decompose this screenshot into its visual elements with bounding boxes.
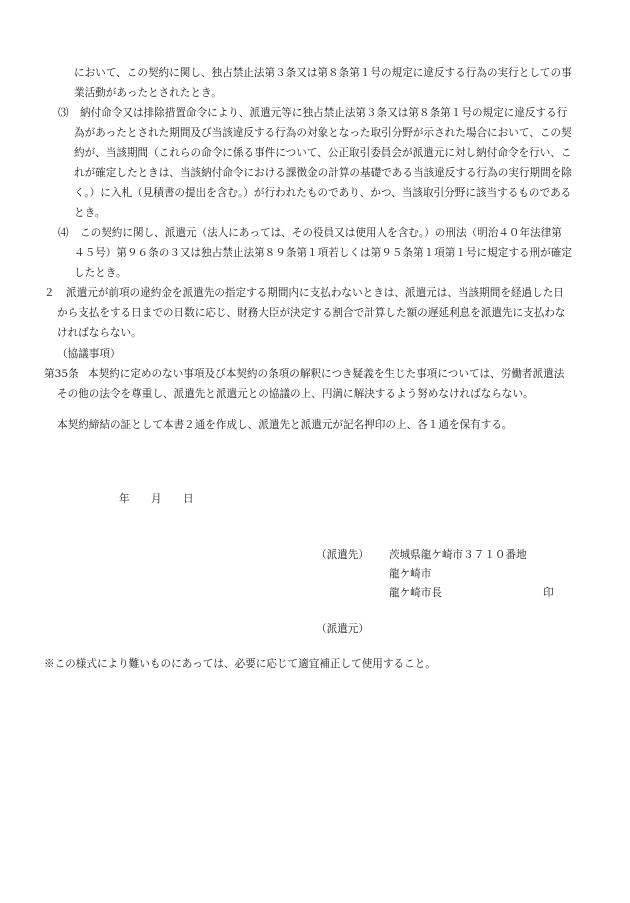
article-35-line-1: 本契約に定めのない事項及び本契約の条項の解釈につき疑義を生じた事項については、労働者派遣法 bbox=[88, 368, 565, 380]
form-usage-note: ※この様式により難いものにあっては、必要に応じて適宜補正して使用すること。 bbox=[44, 658, 436, 670]
item-continuation-line-2: 業活動があったとされたとき。 bbox=[74, 87, 222, 99]
article-35-number: 第35条 bbox=[44, 368, 79, 380]
article-35-line-2: その他の法令を尊重し、派遣先と派遣元との協議の上、円満に解決するよう努めなければならない。 bbox=[57, 388, 534, 400]
item-3-line-5: く。）に入札（見積書の提出を含む。）が行われたものであり、かつ、当該取引分野に該当するものである bbox=[74, 187, 572, 199]
dispatch-destination-organization: 龍ケ崎市 bbox=[389, 568, 432, 580]
seal-mark: 印 bbox=[543, 587, 554, 599]
article-35-heading: （協議事項） bbox=[57, 348, 121, 360]
item-3-line-3: 約が、当該期間（これらの命令に係る事件について、公正取引委員会が派遣元に対し納付命令を行い、こ bbox=[74, 147, 572, 159]
date-month: 月 bbox=[151, 493, 162, 505]
dispatch-source-label: （派遣元） bbox=[316, 623, 369, 635]
paragraph-2-line-3: ければならない。 bbox=[57, 327, 142, 339]
date-year: 年 bbox=[119, 493, 130, 505]
dispatch-destination-label: （派遣先） bbox=[316, 549, 369, 561]
item-4-line-3: したとき。 bbox=[74, 267, 127, 279]
paragraph-2-line-1: 派遣元が前項の違約金を派遣先の指定する期間内に支払わないときは、派遣元は、当該期間を経過した日 bbox=[66, 287, 564, 299]
item-3-line-2: 為があったとされた期間及び当該違反する行為の対象となった取引分野が示された場合において、この契 bbox=[74, 127, 572, 139]
dispatch-destination-address: 茨城県龍ケ崎市３７１０番地 bbox=[389, 549, 527, 561]
item-3-line-4: れが確定したときは、当該納付命令における課徴金の計算の基礎である当該違反する行為の実行期間を除 bbox=[74, 167, 572, 179]
item-3-line-6: とき。 bbox=[74, 207, 106, 219]
date-day: 日 bbox=[183, 493, 194, 505]
item-3-line-1: 納付命令又は排除措置命令により、派遣元等に独占禁止法第３条又は第８条第１号の規定に違反する行 bbox=[80, 107, 568, 119]
closing-statement: 本契約締結の証として本書２通を作成し、派遣先と派遣元が記名押印の上、各１通を保有する。 bbox=[57, 419, 513, 431]
paragraph-2-number: ２ bbox=[44, 287, 55, 299]
dispatch-destination-representative: 龍ケ崎市長 bbox=[389, 587, 442, 599]
item-continuation-line-1: において、この契約に関し、独占禁止法第３条又は第８条第１号の規定に違反する行為の実行としての事 bbox=[74, 67, 572, 79]
paragraph-2-line-2: から支払をする日までの日数に応じ、財務大臣が決定する割合で計算した額の遅延利息を派遣先に支払わな bbox=[57, 307, 566, 319]
item-4-number: ⑷ bbox=[58, 227, 69, 239]
item-4-line-2: ４５号）第９６条の３又は独占禁止法第８９条第１項若しくは第９５条第１項第１号に規定する刑が確定 bbox=[74, 247, 572, 259]
item-4-line-1: この契約に関し、派遣元（法人にあっては、その役員又は使用人を含む。）の刑法（明治４０年法律第 bbox=[80, 227, 562, 239]
item-3-number: ⑶ bbox=[58, 107, 69, 119]
